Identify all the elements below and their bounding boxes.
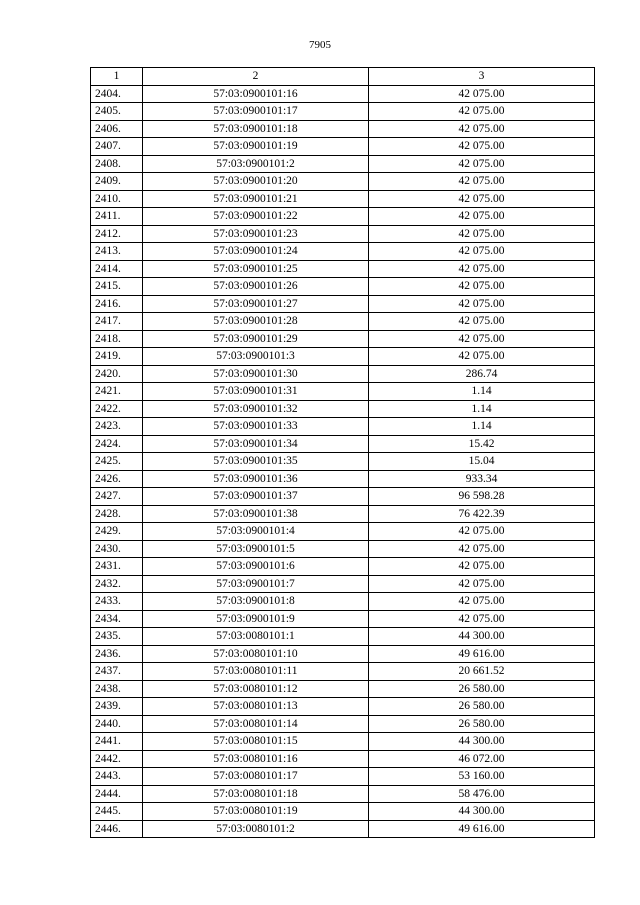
table-row — [91, 85, 595, 103]
table-row — [91, 750, 595, 768]
cadastral-number-cell: 57:03:0900101:32 — [143, 400, 369, 418]
table-row — [91, 138, 595, 156]
column-header-3: 3 — [369, 68, 595, 86]
value-cell: 53 160.00 — [369, 768, 595, 786]
value-cell: 15.42 — [369, 435, 595, 453]
table-row — [91, 593, 595, 611]
cadastral-number-cell: 57:03:0080101:13 — [143, 698, 369, 716]
value-cell: 26 580.00 — [369, 698, 595, 716]
row-number-cell: 2406. — [91, 120, 143, 138]
cadastral-number-cell: 57:03:0900101:20 — [143, 173, 369, 191]
cadastral-number-cell: 57:03:0900101:25 — [143, 260, 369, 278]
cadastral-number-cell: 57:03:0900101:16 — [143, 85, 369, 103]
cadastral-number-cell: 57:03:0900101:18 — [143, 120, 369, 138]
cadastral-number-cell: 57:03:0900101:17 — [143, 103, 369, 121]
cadastral-number-cell: 57:03:0900101:34 — [143, 435, 369, 453]
value-cell: 42 075.00 — [369, 225, 595, 243]
table-row — [91, 505, 595, 523]
value-cell: 1.14 — [369, 400, 595, 418]
cadastral-number-cell: 57:03:0080101:15 — [143, 733, 369, 751]
value-cell: 42 075.00 — [369, 313, 595, 331]
cadastral-number-cell: 57:03:0900101:27 — [143, 295, 369, 313]
table-row — [91, 715, 595, 733]
value-cell: 20 661.52 — [369, 663, 595, 681]
table-row — [91, 155, 595, 173]
value-cell: 42 075.00 — [369, 120, 595, 138]
table-row — [91, 540, 595, 558]
value-cell: 42 075.00 — [369, 558, 595, 576]
cadastral-number-cell: 57:03:0900101:2 — [143, 155, 369, 173]
cadastral-number-cell: 57:03:0080101:1 — [143, 628, 369, 646]
row-number-cell: 2436. — [91, 645, 143, 663]
cadastral-number-cell: 57:03:0080101:14 — [143, 715, 369, 733]
table-row — [91, 523, 595, 541]
value-cell: 42 075.00 — [369, 190, 595, 208]
cadastral-number-cell: 57:03:0080101:12 — [143, 680, 369, 698]
value-cell: 42 075.00 — [369, 155, 595, 173]
row-number-cell: 2437. — [91, 663, 143, 681]
row-number-cell: 2420. — [91, 365, 143, 383]
table-row — [91, 628, 595, 646]
row-number-cell: 2413. — [91, 243, 143, 261]
table-row — [91, 173, 595, 191]
value-cell: 42 075.00 — [369, 540, 595, 558]
row-number-cell: 2435. — [91, 628, 143, 646]
value-cell: 76 422.39 — [369, 505, 595, 523]
row-number-cell: 2433. — [91, 593, 143, 611]
table-row — [91, 453, 595, 471]
cadastral-number-cell: 57:03:0080101:2 — [143, 820, 369, 838]
row-number-cell: 2446. — [91, 820, 143, 838]
value-cell: 42 075.00 — [369, 295, 595, 313]
table-row — [91, 330, 595, 348]
row-number-cell: 2427. — [91, 488, 143, 506]
table-row — [91, 418, 595, 436]
table-row — [91, 558, 595, 576]
data-table — [90, 67, 595, 838]
row-number-cell: 2410. — [91, 190, 143, 208]
table-row — [91, 803, 595, 821]
value-cell: 1.14 — [369, 383, 595, 401]
value-cell: 44 300.00 — [369, 628, 595, 646]
row-number-cell: 2428. — [91, 505, 143, 523]
row-number-cell: 2441. — [91, 733, 143, 751]
value-cell: 42 075.00 — [369, 208, 595, 226]
row-number-cell: 2422. — [91, 400, 143, 418]
row-number-cell: 2411. — [91, 208, 143, 226]
cadastral-number-cell: 57:03:0900101:36 — [143, 470, 369, 488]
table-row — [91, 785, 595, 803]
value-cell: 1.14 — [369, 418, 595, 436]
value-cell: 42 075.00 — [369, 575, 595, 593]
row-number-cell: 2412. — [91, 225, 143, 243]
table-row — [91, 435, 595, 453]
row-number-cell: 2405. — [91, 103, 143, 121]
value-cell: 26 580.00 — [369, 680, 595, 698]
cadastral-number-cell: 57:03:0900101:33 — [143, 418, 369, 436]
table-row — [91, 365, 595, 383]
table-row — [91, 488, 595, 506]
value-cell: 42 075.00 — [369, 173, 595, 191]
row-number-cell: 2418. — [91, 330, 143, 348]
table-row — [91, 190, 595, 208]
table-row — [91, 243, 595, 261]
value-cell: 42 075.00 — [369, 593, 595, 611]
value-cell: 44 300.00 — [369, 803, 595, 821]
row-number-cell: 2408. — [91, 155, 143, 173]
table-row — [91, 680, 595, 698]
table-row — [91, 698, 595, 716]
cadastral-number-cell: 57:03:0900101:35 — [143, 453, 369, 471]
value-cell: 42 075.00 — [369, 260, 595, 278]
table-row — [91, 103, 595, 121]
cadastral-number-cell: 57:03:0900101:9 — [143, 610, 369, 628]
cadastral-number-cell: 57:03:0080101:17 — [143, 768, 369, 786]
table-row — [91, 120, 595, 138]
value-cell: 15.04 — [369, 453, 595, 471]
row-number-cell: 2429. — [91, 523, 143, 541]
table-row — [91, 663, 595, 681]
table-header-row — [91, 68, 595, 86]
row-number-cell: 2430. — [91, 540, 143, 558]
value-cell: 49 616.00 — [369, 820, 595, 838]
cadastral-number-cell: 57:03:0900101:19 — [143, 138, 369, 156]
column-header-2: 2 — [143, 68, 369, 86]
row-number-cell: 2444. — [91, 785, 143, 803]
row-number-cell: 2409. — [91, 173, 143, 191]
table-row — [91, 208, 595, 226]
row-number-cell: 2404. — [91, 85, 143, 103]
table-row — [91, 225, 595, 243]
cadastral-number-cell: 57:03:0080101:11 — [143, 663, 369, 681]
value-cell: 26 580.00 — [369, 715, 595, 733]
cadastral-number-cell: 57:03:0900101:5 — [143, 540, 369, 558]
table-row — [91, 768, 595, 786]
cadastral-number-cell: 57:03:0900101:37 — [143, 488, 369, 506]
value-cell: 46 072.00 — [369, 750, 595, 768]
value-cell: 42 075.00 — [369, 348, 595, 366]
value-cell: 96 598.28 — [369, 488, 595, 506]
cadastral-number-cell: 57:03:0900101:24 — [143, 243, 369, 261]
row-number-cell: 2424. — [91, 435, 143, 453]
cadastral-number-cell: 57:03:0900101:8 — [143, 593, 369, 611]
table-row — [91, 260, 595, 278]
value-cell: 44 300.00 — [369, 733, 595, 751]
cadastral-number-cell: 57:03:0900101:26 — [143, 278, 369, 296]
table-row — [91, 400, 595, 418]
row-number-cell: 2414. — [91, 260, 143, 278]
value-cell: 42 075.00 — [369, 85, 595, 103]
row-number-cell: 2445. — [91, 803, 143, 821]
table-row — [91, 295, 595, 313]
table-row — [91, 733, 595, 751]
table-row — [91, 278, 595, 296]
value-cell: 49 616.00 — [369, 645, 595, 663]
table-row — [91, 470, 595, 488]
row-number-cell: 2416. — [91, 295, 143, 313]
table-row — [91, 820, 595, 838]
row-number-cell: 2440. — [91, 715, 143, 733]
table-row — [91, 610, 595, 628]
value-cell: 286.74 — [369, 365, 595, 383]
cadastral-number-cell: 57:03:0900101:7 — [143, 575, 369, 593]
cadastral-number-cell: 57:03:0900101:21 — [143, 190, 369, 208]
row-number-cell: 2438. — [91, 680, 143, 698]
cadastral-number-cell: 57:03:0080101:19 — [143, 803, 369, 821]
cadastral-number-cell: 57:03:0900101:38 — [143, 505, 369, 523]
cadastral-number-cell: 57:03:0080101:18 — [143, 785, 369, 803]
value-cell: 42 075.00 — [369, 138, 595, 156]
value-cell: 42 075.00 — [369, 523, 595, 541]
row-number-cell: 2423. — [91, 418, 143, 436]
cadastral-number-cell: 57:03:0900101:22 — [143, 208, 369, 226]
cadastral-number-cell: 57:03:0080101:16 — [143, 750, 369, 768]
row-number-cell: 2442. — [91, 750, 143, 768]
row-number-cell: 2421. — [91, 383, 143, 401]
value-cell: 42 075.00 — [369, 243, 595, 261]
value-cell: 933.34 — [369, 470, 595, 488]
cadastral-number-cell: 57:03:0900101:31 — [143, 383, 369, 401]
cadastral-number-cell: 57:03:0900101:6 — [143, 558, 369, 576]
cadastral-number-cell: 57:03:0900101:29 — [143, 330, 369, 348]
cadastral-number-cell: 57:03:0080101:10 — [143, 645, 369, 663]
row-number-cell: 2431. — [91, 558, 143, 576]
table-row — [91, 313, 595, 331]
row-number-cell: 2443. — [91, 768, 143, 786]
table-row — [91, 575, 595, 593]
value-cell: 42 075.00 — [369, 278, 595, 296]
table-row — [91, 383, 595, 401]
page-number: 7905 — [309, 39, 331, 51]
row-number-cell: 2417. — [91, 313, 143, 331]
row-number-cell: 2407. — [91, 138, 143, 156]
row-number-cell: 2432. — [91, 575, 143, 593]
cadastral-number-cell: 57:03:0900101:23 — [143, 225, 369, 243]
value-cell: 42 075.00 — [369, 330, 595, 348]
cadastral-number-cell: 57:03:0900101:3 — [143, 348, 369, 366]
value-cell: 42 075.00 — [369, 103, 595, 121]
row-number-cell: 2415. — [91, 278, 143, 296]
table-row — [91, 348, 595, 366]
cadastral-number-cell: 57:03:0900101:30 — [143, 365, 369, 383]
row-number-cell: 2439. — [91, 698, 143, 716]
value-cell: 58 476.00 — [369, 785, 595, 803]
table-body — [91, 85, 595, 838]
cadastral-number-cell: 57:03:0900101:4 — [143, 523, 369, 541]
row-number-cell: 2425. — [91, 453, 143, 471]
row-number-cell: 2434. — [91, 610, 143, 628]
row-number-cell: 2419. — [91, 348, 143, 366]
table-row — [91, 645, 595, 663]
value-cell: 42 075.00 — [369, 610, 595, 628]
cadastral-number-cell: 57:03:0900101:28 — [143, 313, 369, 331]
row-number-cell: 2426. — [91, 470, 143, 488]
column-header-1: 1 — [91, 68, 143, 86]
